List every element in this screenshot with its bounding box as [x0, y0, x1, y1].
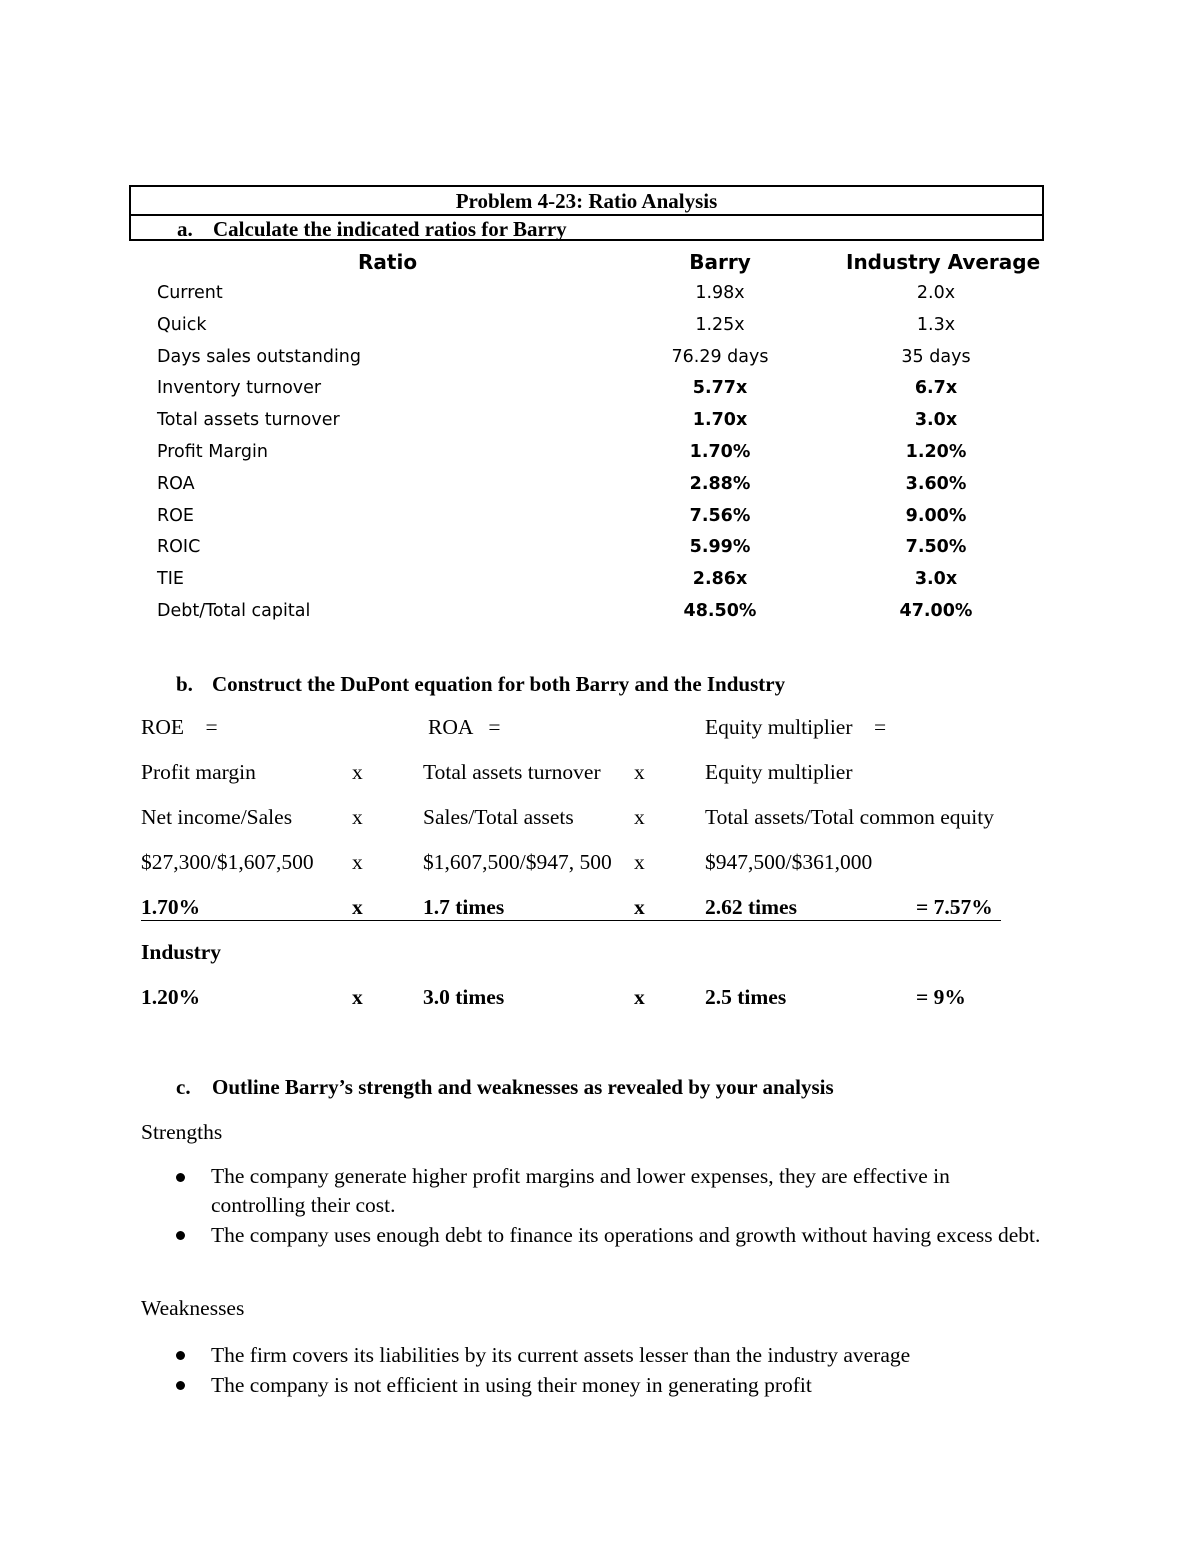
barry-value: 1.25x [695, 315, 745, 335]
dupont-assets-equity-values: $947,500/$361,000 [705, 850, 873, 874]
title-divider [131, 214, 1042, 216]
dupont-net-income-sales: Net income/Sales [141, 805, 293, 829]
industry-value: 3.0x [914, 410, 958, 430]
barry-value: 2.86x [692, 569, 748, 589]
ratio-name: ROA [157, 474, 195, 494]
dupont-roe-label: ROE = [141, 715, 218, 739]
barry-value: 1.98x [695, 283, 745, 303]
dupont-times-sign: x [634, 760, 645, 784]
title-table [129, 185, 1044, 241]
industry-profit-margin-result: 1.20% [141, 985, 201, 1009]
industry-value: 47.00% [899, 601, 973, 621]
dupont-times-sign: x [352, 985, 363, 1009]
dupont-equity-multiplier-label: Equity multiplier = [705, 715, 887, 739]
barry-value: 7.56% [689, 506, 751, 526]
industry-label: Industry [141, 940, 222, 964]
section-a-heading [177, 217, 567, 242]
dupont-times-sign: x [634, 895, 645, 919]
dupont-roa-label: ROA = [428, 715, 501, 739]
dupont-sales-assets-values: $1,607,500/$947, 500 [423, 850, 612, 874]
barry-value: 48.50% [683, 601, 757, 621]
strengths-title: Strengths [141, 1120, 223, 1144]
dupont-times-sign: x [352, 760, 363, 784]
bullet-icon [176, 1381, 185, 1390]
dupont-equity-multiplier: Equity multiplier [705, 760, 853, 784]
ratio-name: Debt/Total capital [157, 601, 311, 621]
dupont-times-sign: x [352, 895, 363, 919]
industry-column-header: Industry Average [846, 250, 1041, 274]
ratio-name: ROIC [157, 537, 201, 557]
industry-value: 1.20% [905, 442, 967, 462]
dupont-total-assets-turnover: Total assets turnover [423, 760, 601, 784]
barry-profit-margin-result: 1.70% [141, 895, 201, 919]
industry-equity-multiplier-result: 2.5 times [705, 985, 787, 1009]
section-b-heading [176, 672, 785, 697]
bullet-icon [176, 1173, 185, 1182]
page-title: Problem 4-23: Ratio Analysis [455, 189, 718, 213]
section-a-text: Calculate the indicated ratios for Barry [213, 217, 567, 241]
ratio-name: Total assets turnover [157, 410, 340, 430]
barry-value: 76.29 days [671, 347, 769, 367]
industry-value: 9.00% [905, 506, 967, 526]
barry-value: 1.70x [692, 410, 748, 430]
ratio-column-header: Ratio [358, 250, 418, 274]
dupont-times-sign: x [634, 805, 645, 829]
barry-equity-multiplier-result: 2.62 times [705, 895, 797, 919]
barry-turnover-result: 1.7 times [423, 895, 505, 919]
industry-value: 1.3x [916, 315, 956, 335]
ratio-name: Current [157, 283, 223, 303]
ratio-name: ROE [157, 506, 194, 526]
ratio-name: TIE [157, 569, 184, 589]
ratio-name: Days sales outstanding [157, 347, 362, 367]
barry-roe-result: = 7.57% [916, 895, 993, 919]
weakness-item: The company is not efficient in using their money in generating profit [211, 1373, 812, 1397]
section-b-text: Construct the DuPont equation for both Barry and the Industry [212, 672, 786, 696]
section-c-heading [176, 1075, 834, 1100]
strength-item: The company uses enough debt to finance its operations and growth without having excess debt. [211, 1223, 1041, 1247]
dupont-ni-sales-values: $27,300/$1,607,500 [141, 850, 314, 874]
dupont-times-sign: x [634, 850, 645, 874]
dupont-times-sign: x [352, 850, 363, 874]
weaknesses-title: Weaknesses [141, 1296, 245, 1320]
section-b-label: b. [176, 672, 193, 696]
industry-value: 2.0x [916, 283, 956, 303]
dupont-profit-margin: Profit margin [141, 760, 256, 784]
industry-turnover-result: 3.0 times [423, 985, 505, 1009]
strength-item: The company generate higher profit margins and lower expenses, they are effective in controlling their cost. [211, 1164, 950, 1217]
section-c-text: Outline Barry’s strength and weaknesses as revealed by your analysis [212, 1075, 834, 1099]
section-c-label: c. [176, 1075, 191, 1099]
ratio-name: Profit Margin [157, 442, 268, 462]
dupont-times-sign: x [634, 985, 645, 1009]
weakness-item: The firm covers its liabilities by its current assets lesser than the industry average [211, 1343, 911, 1367]
ratio-name: Quick [157, 315, 207, 335]
dupont-sales-total-assets: Sales/Total assets [423, 805, 574, 829]
barry-value: 2.88% [689, 474, 751, 494]
industry-value: 3.60% [905, 474, 967, 494]
industry-value: 6.7x [914, 378, 958, 398]
dupont-times-sign: x [352, 805, 363, 829]
industry-roe-result: = 9% [916, 985, 966, 1009]
barry-value: 5.77x [692, 378, 748, 398]
barry-value: 1.70% [689, 442, 751, 462]
bullet-icon [176, 1351, 185, 1360]
barry-result-underline [141, 920, 1001, 921]
industry-value: 7.50% [905, 537, 967, 557]
ratio-name: Inventory turnover [157, 378, 322, 398]
industry-value: 3.0x [914, 569, 958, 589]
industry-value: 35 days [901, 347, 971, 367]
bullet-icon [176, 1231, 185, 1240]
barry-column-header: Barry [689, 250, 751, 274]
section-a-label: a. [177, 217, 193, 241]
barry-value: 5.99% [689, 537, 751, 557]
dupont-total-assets-equity: Total assets/Total common equity [705, 805, 994, 829]
